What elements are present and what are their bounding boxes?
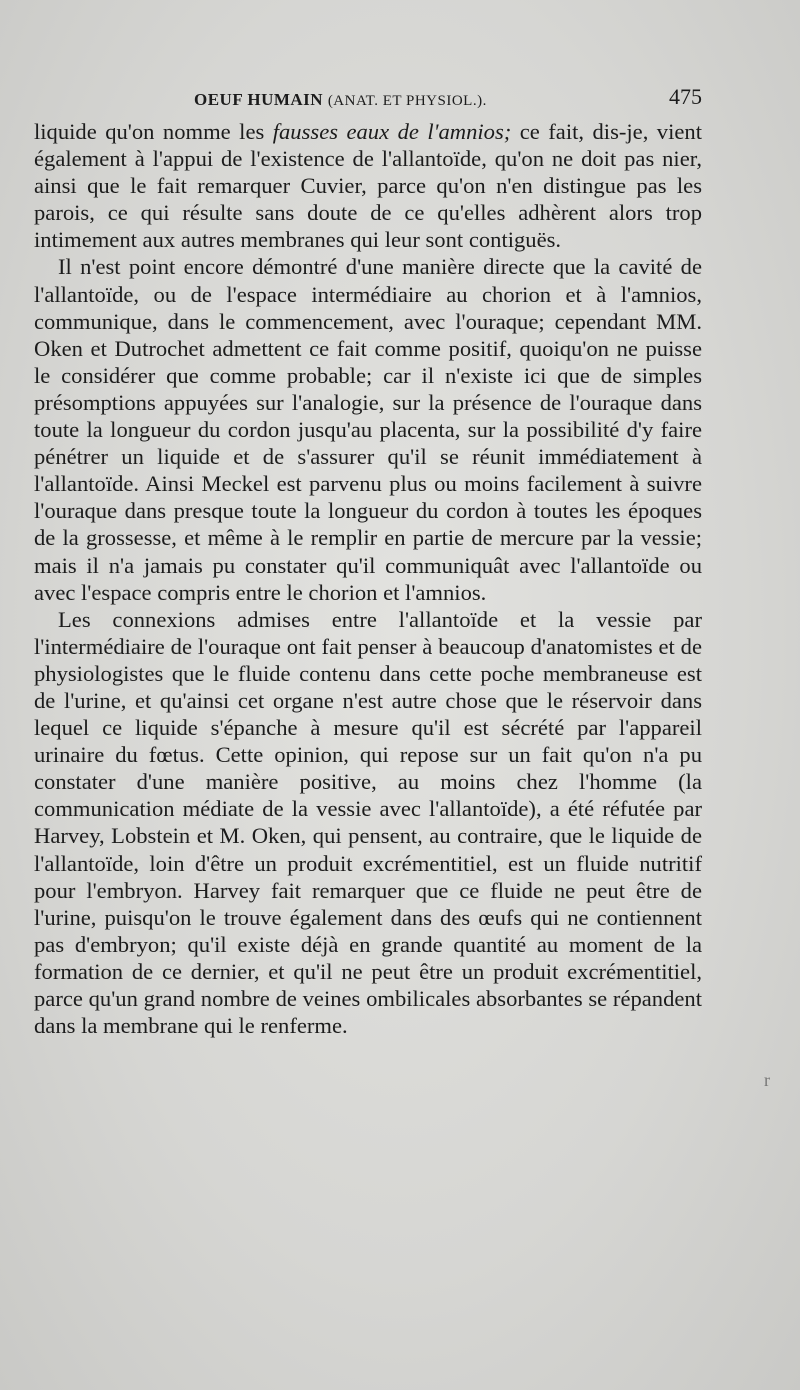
running-head (194, 90, 487, 110)
body-text (34, 118, 702, 1039)
paragraph-1 (34, 118, 702, 253)
paragraph-1-start: liquide qu'on nomme les (34, 119, 273, 144)
running-head-subtitle: (ANAT. ET PHYSIOL.). (327, 93, 487, 109)
paragraph-3: Les connexions admises entre l'allantoïde et la vessie par l'intermédiaire de l'ouraque ont fait penser à beaucoup d'anatomistes et de physiologistes que le fluide contenu dans cette poche membraneuse est de l'urine, et qu'ainsi cet organe n'est autre chose que le réservoir dans lequel ce liquide s'épanche à mesure qu'il est sécrété par l'appareil urinaire du fœtus. Cette opinion, qui repose sur un fait qu'on n'a pu constater d'une manière positive, au moins chez l'homme (la communication médiate de la vessie avec l'allantoïde), a été réfutée par Harvey, Lobstein et M. Oken, qui pensent, au contraire, que le liquide de l'allantoïde, loin d'être un produit excrémentitiel, est un fluide nutritif pour l'embryon. Harvey fait remarquer que ce fluide ne peut être de l'urine, puisqu'on le trouve également dans des œufs qui ne contiennent pas d'embryon; qu'il existe déjà en grande quantité au moment de la formation de ce dernier, et qu'il ne peut être un produit excrémentitiel, parce qu'un grand nombre de veines ombilicales absorbantes se répandent dans la membrane qui le renferme. (34, 606, 702, 1039)
paragraph-1-rest: ce fait, dis-je, vient également à l'appui de l'existence de l'allantoïde, qu'on ne doit pas nier, ainsi que le fait remarquer Cuvier, parce qu'on n'en distingue pas les parois, ce qui résulte sans doute de ce qu'elles adhèrent alors trop intimement aux autres membranes qui leur sont contiguës. (34, 119, 702, 253)
page-header (34, 84, 702, 118)
margin-mark: r (764, 1070, 770, 1090)
page-number: 475 (669, 84, 702, 109)
paragraph-1-italic-term: fausses eaux de l'amnios; (272, 119, 512, 144)
running-head-title: OEUF HUMAIN (194, 90, 324, 109)
paragraph-2: Il n'est point encore démontré d'une manière directe que la cavité de l'allantoïde, ou de l'espace intermédiaire au chorion et à l'amnios, communique, dans le commencement, avec l'ouraque; cependant MM. Oken et Dutrochet admettent ce fait comme positif, quoiqu'on ne puisse le considérer que comme probable; car il n'existe ici que de simples présomptions appuyées sur l'analogie, sur la présence de l'ouraque dans toute la longueur du cordon jusqu'au placenta, sur la possibilité d'y faire pénétrer un liquide et de s'assurer qu'il se réunit immédiatement à l'allantoïde. Ainsi Meckel est parvenu plus ou moins facilement à suivre l'ouraque dans presque toute la longueur du cordon à toutes les époques de la grossesse, et même à le remplir en partie de mercure par la vessie; mais il n'a jamais pu constater qu'il communiquât avec l'allantoïde ou avec l'espace compris entre le chorion et l'amnios. (34, 254, 702, 605)
